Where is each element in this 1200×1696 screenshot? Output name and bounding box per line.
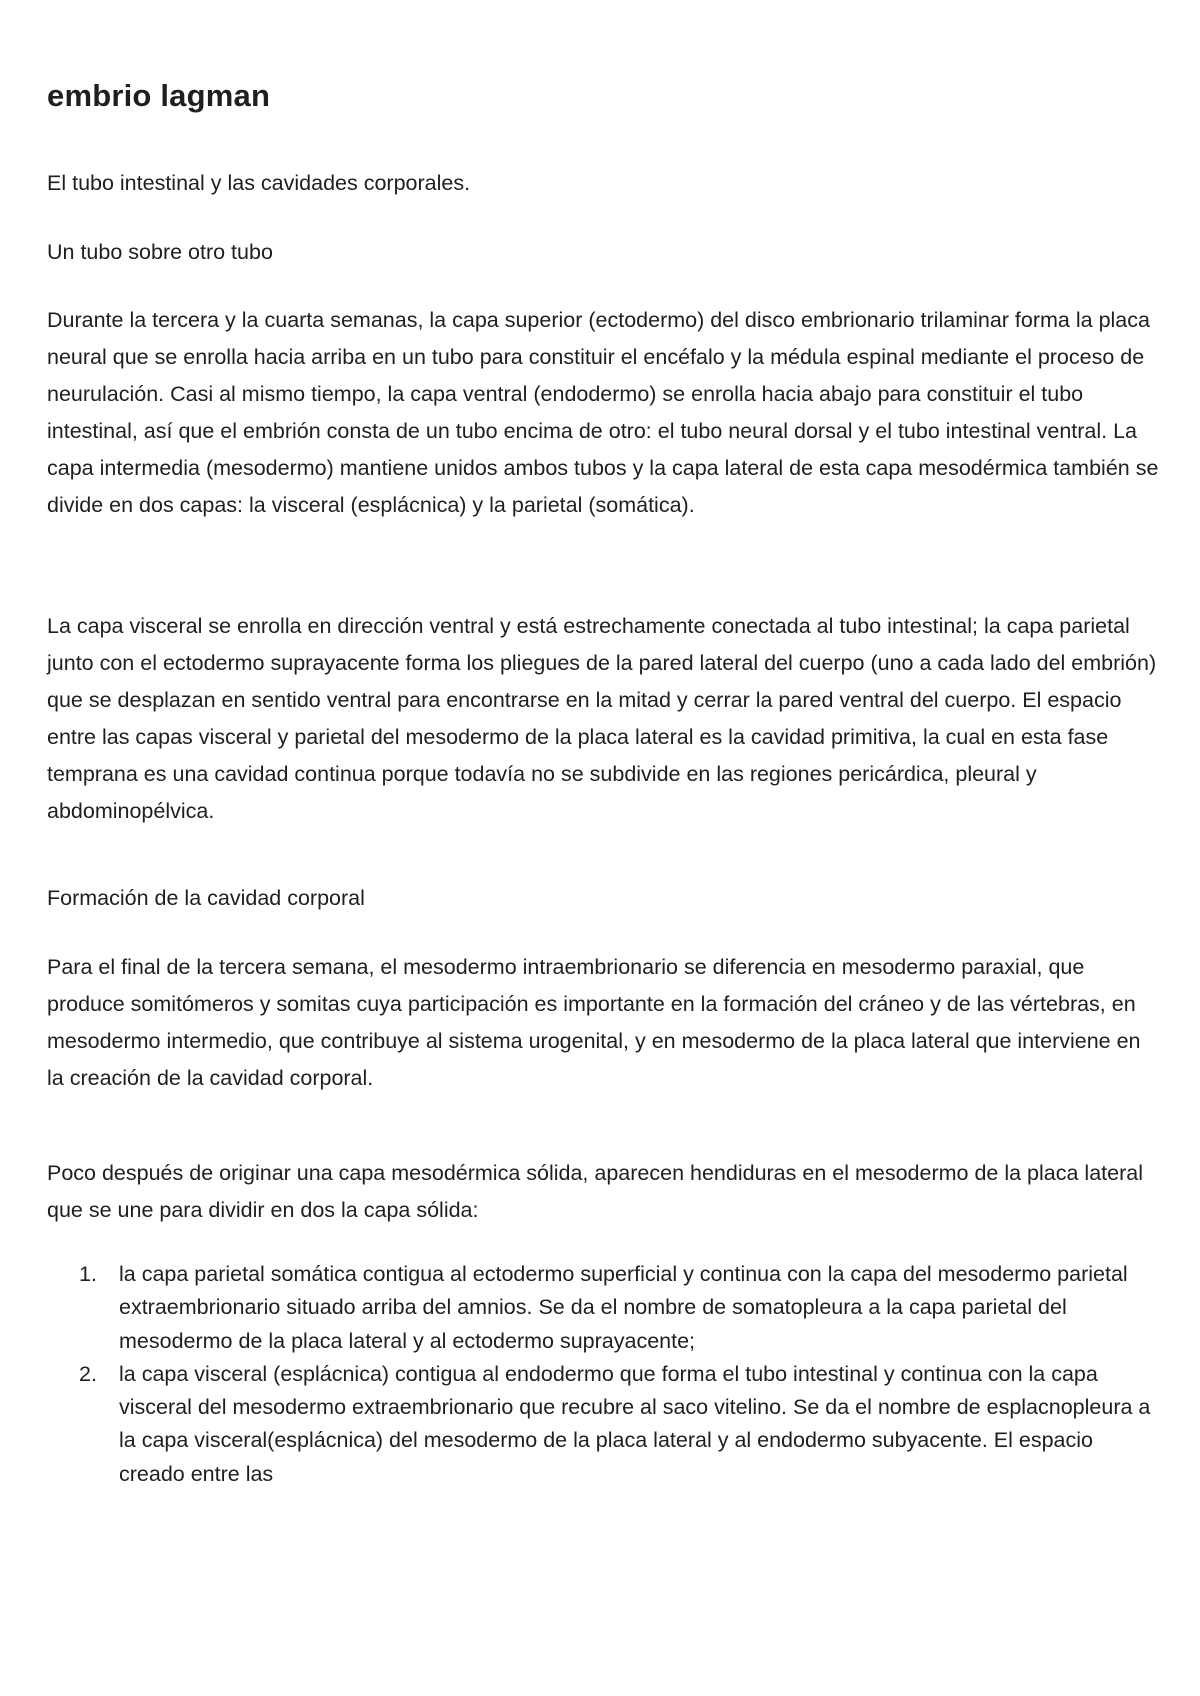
paragraph-subtitle: El tubo intestinal y las cavidades corporales.: [47, 171, 471, 195]
paragraph-poco-despues: Poco después de originar una capa mesodérmica sólida, aparecen hendiduras en el mesodermo de la placa lateral que se une para dividir en dos la capa sólida:: [47, 1161, 1143, 1222]
paragraph-durante: Durante la tercera y la cuarta semanas, la capa superior (ectodermo) del disco embrionario trilaminar forma la placa neural que se enrolla hacia arriba en un tubo para constituir el encéfalo y la médula espinal mediante el proceso de neurulación. Casi al mismo tiempo, la capa ventral (endodermo) se enrolla hacia abajo para constituir el tubo intestinal, así que el embrión consta de un tubo encima de otro: el tubo neural dorsal y el tubo intestinal ventral. La capa intermedia (mesodermo) mantiene unidos ambos tubos y la capa lateral de esta capa mesodérmica también se divide en dos capas: la visceral (esplácnica) y la parietal (somática).: [47, 308, 1159, 517]
list-item: [47, 1258, 1162, 1358]
list-item: [47, 1358, 1162, 1491]
paragraph-capa-visceral: La capa visceral se enrolla en dirección ventral y está estrechamente conectada al tubo intestinal; la capa parietal junto con el ectodermo suprayacente forma los pliegues de la pared lateral del cuerpo (uno a cada lado del embrión) que se desplazan en sentido ventral para encontrarse en la mitad y cerrar la pared ventral del cuerpo. El espacio entre las capas visceral y parietal del mesodermo de la placa lateral es la cavidad primitiva, la cual en esta fase temprana es una cavidad continua porque todavía no se subdivide en las regiones pericárdica, pleural y abdominopélvica.: [47, 614, 1157, 823]
section-heading-tubo: Un tubo sobre otro tubo: [47, 240, 273, 264]
list-item-number: 1.: [79, 1262, 97, 1286]
list-item-text: la capa visceral (esplácnica) contigua al endodermo que forma el tubo intestinal y continua con la capa visceral del mesodermo extraembrionario que recubre al saco vitelino. Se da el nombre de esplacnopleura a la capa visceral(esplácnica) del mesodermo de la placa lateral y al endodermo subyacente. El espacio creado entre las: [119, 1361, 1151, 1486]
paragraph-para-el-final: Para el final de la tercera semana, el mesodermo intraembrionario se diferencia en mesodermo paraxial, que produce somitómeros y somitas cuya participación es importante en la formación del cráneo y de las vértebras, en mesodermo intermedio, que contribuye al sistema urogenital, y en mesodermo de la placa lateral que interviene en la creación de la cavidad corporal.: [47, 955, 1141, 1090]
numbered-list: [47, 1258, 1162, 1491]
document-title: embrio lagman: [47, 78, 271, 113]
section-heading-formacion: Formación de la cavidad corporal: [47, 886, 365, 910]
list-item-number: 2.: [79, 1361, 97, 1386]
list-item-text: la capa parietal somática contigua al ectodermo superficial y continua con la capa del mesodermo parietal extraembrionario situado arriba del amnios. Se da el nombre de somatopleura a la capa parietal del mesodermo de la placa lateral y al ectodermo suprayacente;: [119, 1262, 1128, 1353]
